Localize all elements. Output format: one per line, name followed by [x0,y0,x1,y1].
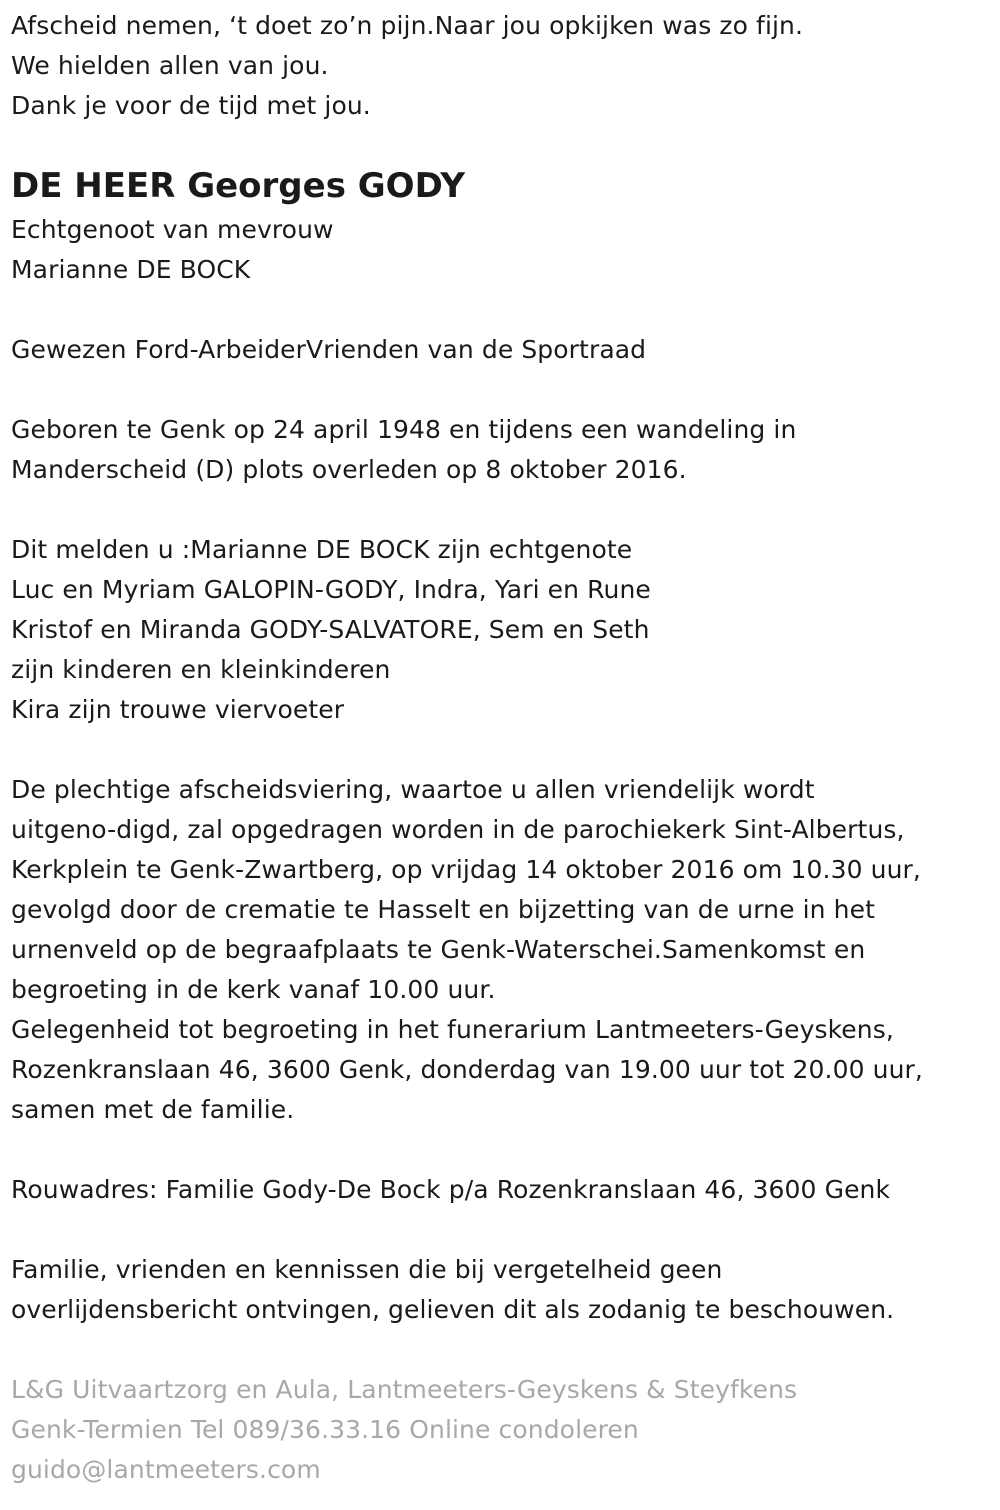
family-line: Kira zijn trouwe viervoeter [11,695,345,724]
spacer [11,290,986,330]
footer-line: L&G Uitvaartzorg en Aula, Lantmeeters-Geyskens & Steyfkens [11,1375,798,1404]
birth-death-line: Manderscheid (D) plots overleden op 8 oktober 2016. [11,455,687,484]
spacer [11,730,986,770]
spacer [11,1330,986,1370]
ceremony-line: Gelegenheid tot begroeting in het funerarium Lantmeeters-Geyskens, [11,1015,894,1044]
ceremony-line: uitgeno-digd, zal opgedragen worden in de parochiekerk Sint-Albertus, [11,815,905,844]
deceased-name: DE HEER Georges GODY [11,166,465,206]
notice-line: overlijdensbericht ontvingen, gelieven dit als zodanig te beschouwen. [11,1295,895,1324]
spouse-line: Echtgenoot van mevrouw [11,215,334,244]
spouse-line: Marianne DE BOCK [11,255,251,284]
ceremony-line: gevolgd door de crematie te Hasselt en bijzetting van de urne in het [11,895,876,924]
affiliation-text: Gewezen Ford-ArbeiderVrienden van de Sportraad [11,335,647,364]
family-block [11,530,986,730]
family-line: Dit melden u :Marianne DE BOCK zijn echtgenote [11,535,633,564]
ceremony-line: urnenveld op de begraafplaats te Genk-Waterschei.Samenkomst en [11,935,866,964]
ceremony-line: De plechtige afscheidsviering, waartoe u allen vriendelijk wordt [11,775,815,804]
birth-death-line: Geboren te Genk op 24 april 1948 en tijdens een wandeling in [11,415,797,444]
family-line: Kristof en Miranda GODY-SALVATORE, Sem en Seth [11,615,650,644]
spacer [11,370,986,410]
ceremony-line: begroeting in de kerk vanaf 10.00 uur. [11,975,496,1004]
spouse-block [11,210,986,290]
spacer [11,1130,986,1170]
footer-line: Genk-Termien Tel 089/36.33.16 Online condoleren [11,1415,639,1444]
spacer [11,490,986,530]
funeral-home-footer [11,1370,986,1490]
ceremony-block [11,770,986,1130]
ceremony-line: Kerkplein te Genk-Zwartberg, op vrijdag 14 oktober 2016 om 10.30 uur, [11,855,921,884]
poem-block [11,6,986,126]
notice-block [11,1250,986,1330]
family-line: Luc en Myriam GALOPIN-GODY, Indra, Yari en Rune [11,575,651,604]
spacer [11,1210,986,1250]
poem-line: We hielden allen van jou. [11,51,329,80]
family-line: zijn kinderen en kleinkinderen [11,655,391,684]
ceremony-line: samen met de familie. [11,1095,295,1124]
notice-line: Familie, vrienden en kennissen die bij vergetelheid geen [11,1255,723,1284]
poem-line: Afscheid nemen, ‘t doet zo’n pijn.Naar jou opkijken was zo fijn. [11,11,804,40]
obituary-page [11,6,986,1490]
spacer [11,126,986,162]
footer-email: guido@lantmeeters.com [11,1455,321,1484]
birth-death-block [11,410,986,490]
mourning-address: Rouwadres: Familie Gody-De Bock p/a Rozenkranslaan 46, 3600 Genk [11,1175,891,1204]
ceremony-line: Rozenkranslaan 46, 3600 Genk, donderdag van 19.00 uur tot 20.00 uur, [11,1055,923,1084]
poem-line: Dank je voor de tijd met jou. [11,91,371,120]
